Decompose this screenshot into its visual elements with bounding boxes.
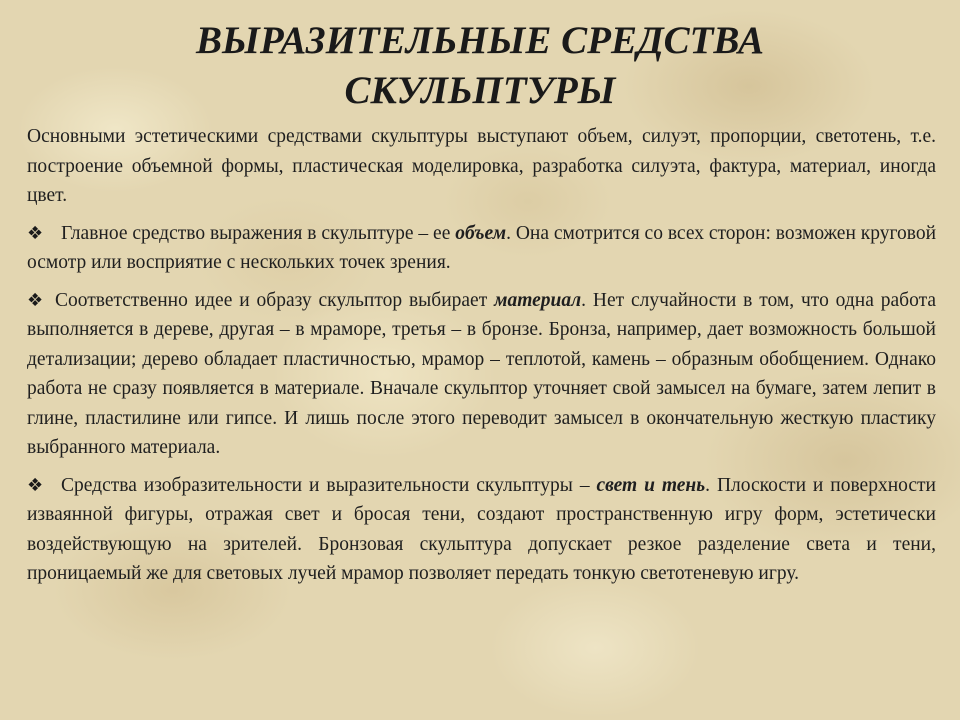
title-line-1: ВЫРАЗИТЕЛЬНЫЕ СРЕДСТВА [196,19,764,62]
bullet-item-light-shadow [27,471,936,589]
bullet-text-before: Главное средство выражения в скульптуре – ее [61,222,456,244]
diamond-bullet-icon: ❖ [27,289,44,311]
bullet-text-after: . Она смотрится со всех сторон: возможен круговой осмотр или восприятие с нескольких точек зрения. [27,222,937,273]
bullet-emphasis: свет и тень [596,474,706,496]
slide-body [27,122,936,597]
page-title [60,16,900,116]
bullet-item-material [27,286,936,463]
bullet-text-before: Средства изобразительности и выразительности скульптуры – [61,474,597,496]
title-line-2: СКУЛЬПТУРЫ [344,69,616,112]
bullet-emphasis: материал [494,289,582,311]
bullet-text-after: . Нет случайности в том, что одна работа выполняется в дереве, другая – в мраморе, третья – в бронзе. Бронза, например, дает возможность большой детализации; дерево обладает пластичностью, мрамор – теплотой, камень – образным обобщением. Однако работа не сразу появляется в материале. Вначале скульптор уточняет свой замысел на бумаге, затем лепит в глине, пластилине или гипсе. И лишь после этого переводит замысел в окончательную жесткую пластику выбранного материала. [27,289,936,458]
intro-paragraph: Основными эстетическими средствами скульптуры выступают объем, силуэт, пропорции, светотень, т.е. построение объемной формы, пластическая моделировка, разработка силуэта, фактура, материал, иногда цвет. [27,126,936,206]
diamond-bullet-icon: ❖ [27,222,44,244]
bullet-text-after: . Плоскости и поверхности изваянной фигуры, отражая свет и бросая тени, создают пространственную игру форм, эстетически воздействующую на зрителей. Бронзовая скульптура допускает резкое разделение света и тени, проницаемый же для световых лучей мрамор позволяет передать тонкую светотеневую игру. [27,474,936,584]
bullet-text-before: Соответственно идее и образу скульптор выбирает [55,289,495,311]
bullet-emphasis: объем [455,222,507,244]
diamond-bullet-icon: ❖ [27,474,44,496]
bullet-item-volume [27,219,936,278]
